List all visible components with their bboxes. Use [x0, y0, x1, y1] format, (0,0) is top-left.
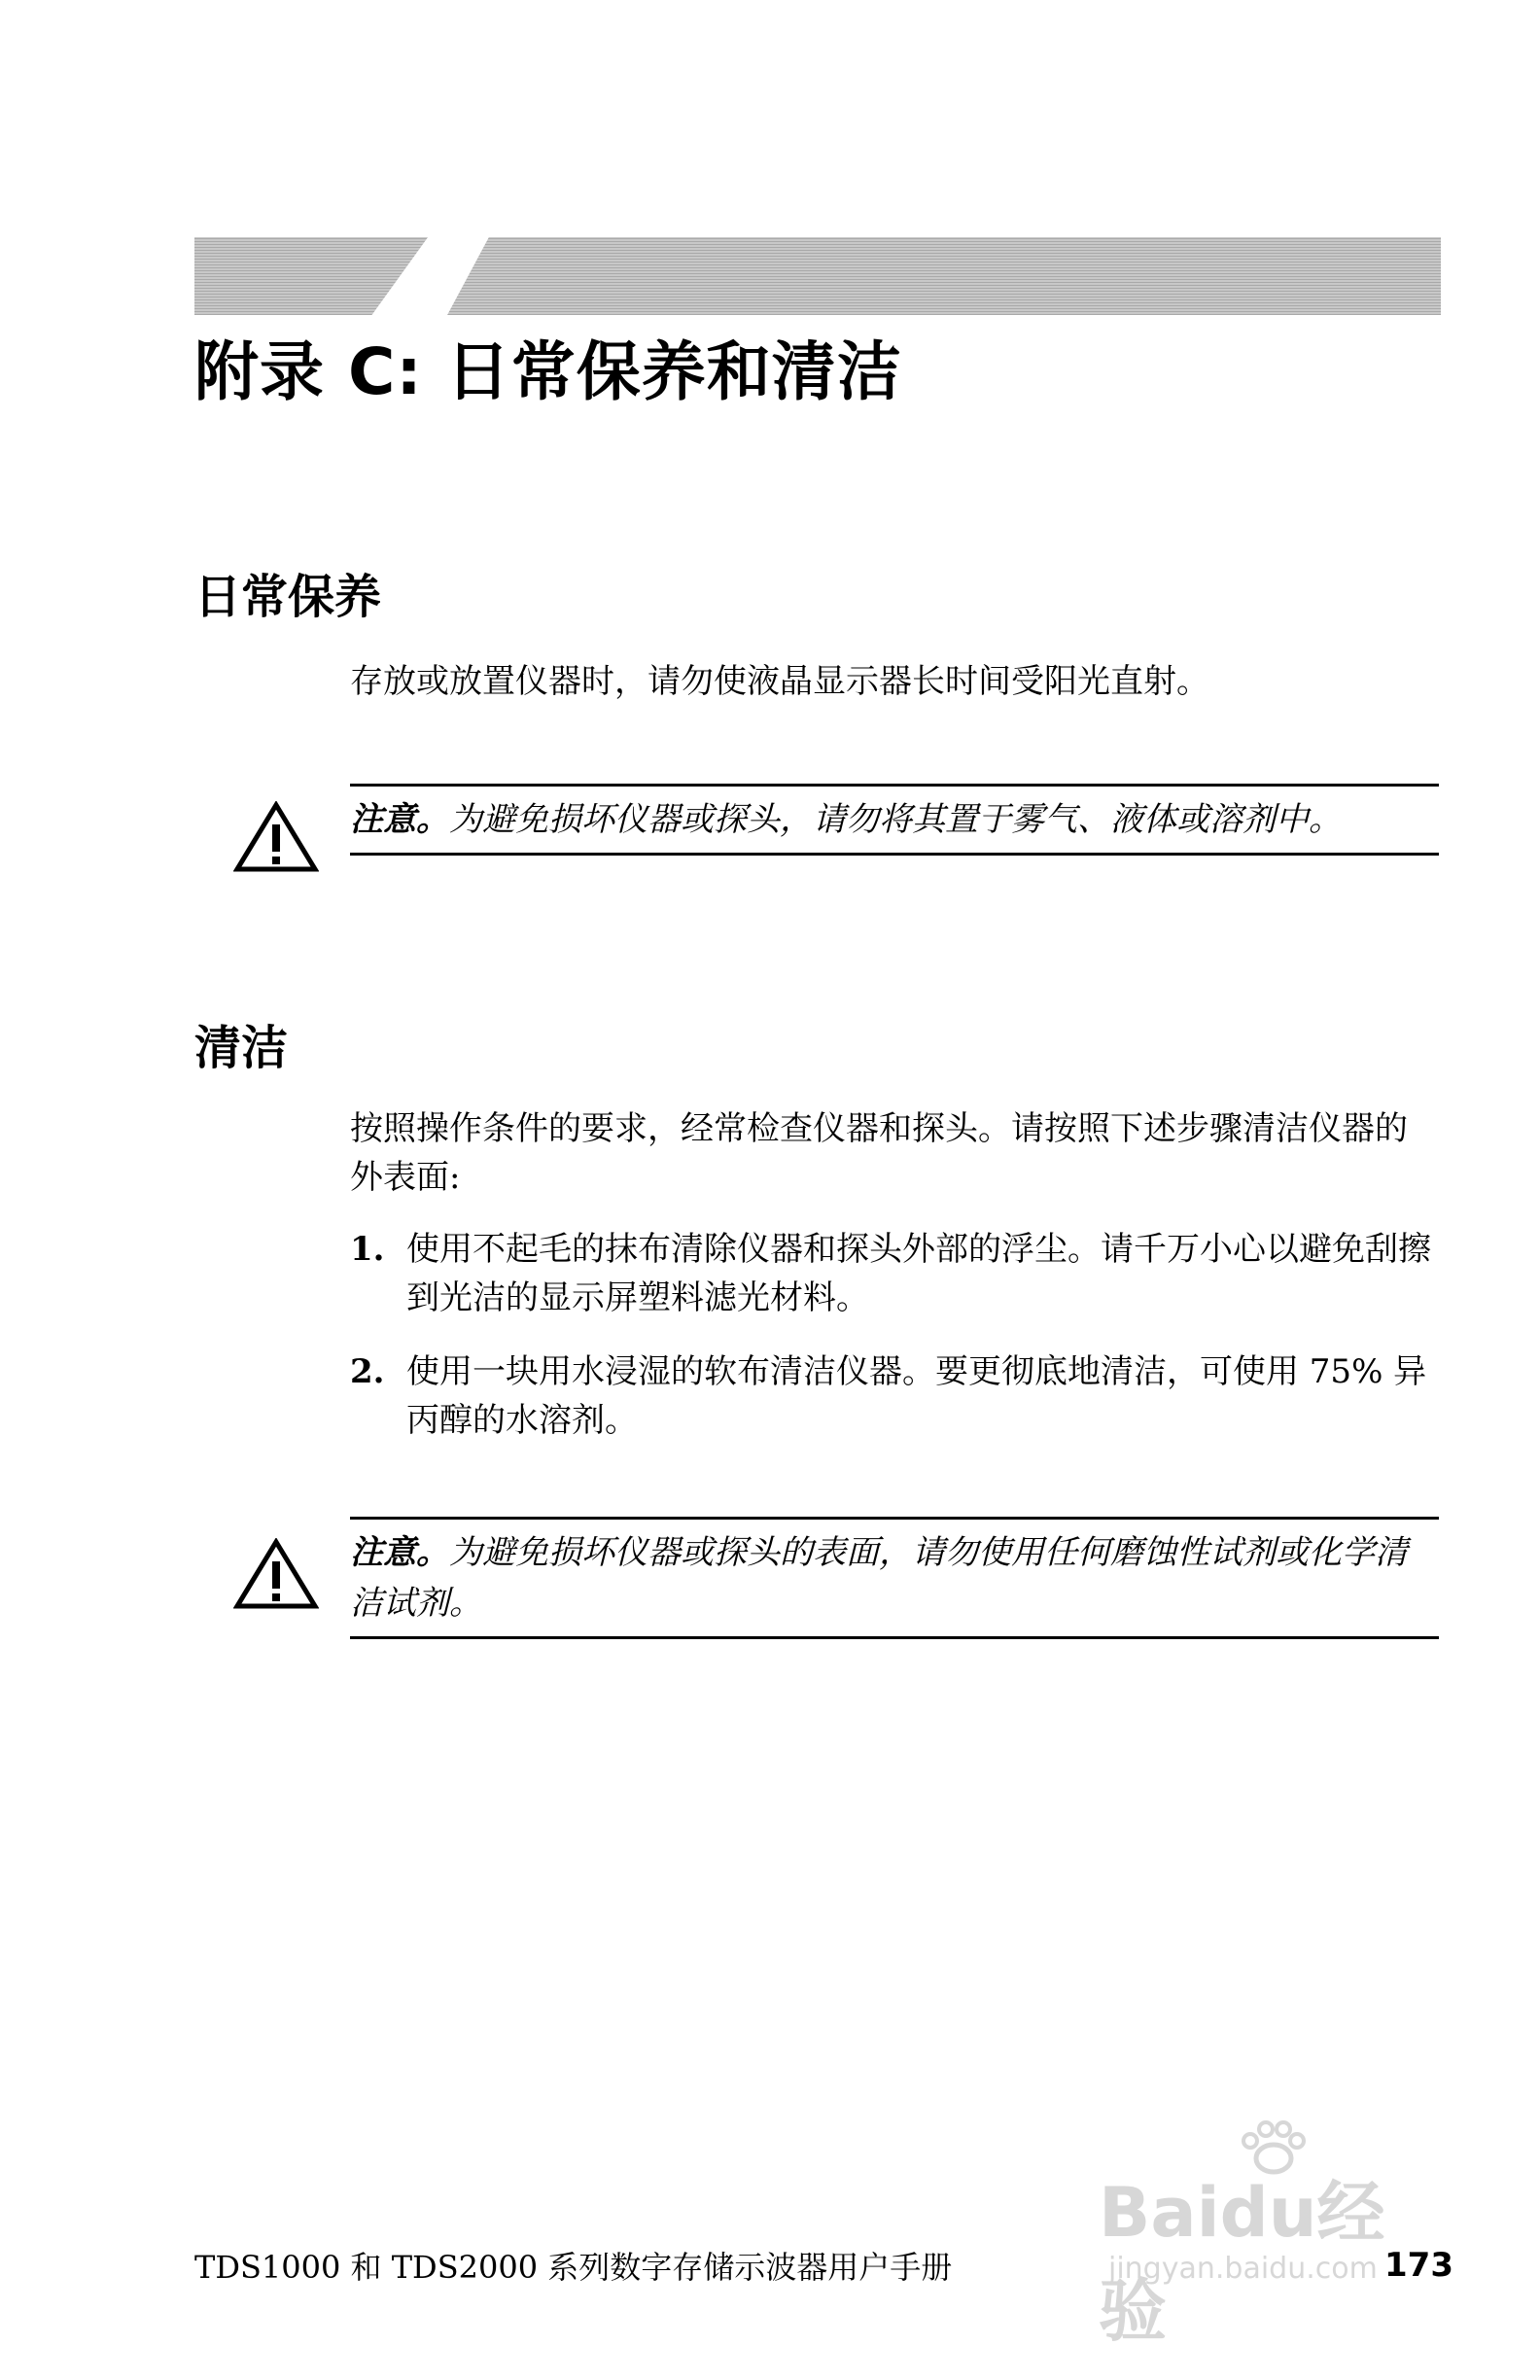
note-label: 注意。: [350, 1533, 449, 1572]
list-item: [350, 1225, 1439, 1322]
watermark-url: jingyan.baidu.com: [1108, 2252, 1378, 2286]
warning-triangle-icon: [233, 1538, 319, 1610]
page-title: 附录 C: 日常保养和清洁: [194, 334, 902, 409]
page-number: 173: [1384, 2246, 1453, 2285]
header-band: [194, 237, 1441, 315]
cleaning-paragraph: 按照操作条件的要求，经常检查仪器和探头。请按照下述步骤清洁仪器的外表面:: [350, 1109, 1408, 1197]
list-item: [350, 1348, 1439, 1445]
note-label: 注意。: [350, 800, 449, 839]
maintenance-paragraph: 存放或放置仪器时，请勿使液晶显示器长时间受阳光直射。: [350, 662, 1209, 701]
step-number: 2.: [350, 1352, 385, 1391]
maintenance-note: [350, 784, 1439, 856]
cleaning-note: [350, 1517, 1439, 1639]
step-text: 使用不起毛的抹布清除仪器和探头外部的浮尘。请千万小心以避免刮擦到光洁的显示屏塑料滤光材料。: [406, 1230, 1431, 1317]
footer-manual-title: TDS1000 和 TDS2000 系列数字存储示波器用户手册: [194, 2249, 953, 2286]
section-heading-cleaning: 清洁: [194, 1021, 289, 1075]
note-text: 为避免损坏仪器或探头的表面，请勿使用任何磨蚀性试剂或化学清洁试剂。: [350, 1533, 1408, 1623]
step-text: 使用一块用水浸湿的软布清洁仪器。要更彻底地清洁，可使用 75% 异丙醇的水溶剂。: [406, 1352, 1427, 1440]
note-text: 为避免损坏仪器或探头，请勿将其置于雾气、液体或溶剂中。: [449, 800, 1342, 839]
header-band-right: [401, 237, 1441, 315]
warning-triangle-icon: [233, 801, 319, 873]
watermark-brand: Baidu经验: [1099, 2173, 1385, 2351]
section-heading-maintenance: 日常保养: [194, 570, 382, 624]
header-band-left: [194, 237, 428, 315]
step-number: 1.: [350, 1230, 385, 1269]
